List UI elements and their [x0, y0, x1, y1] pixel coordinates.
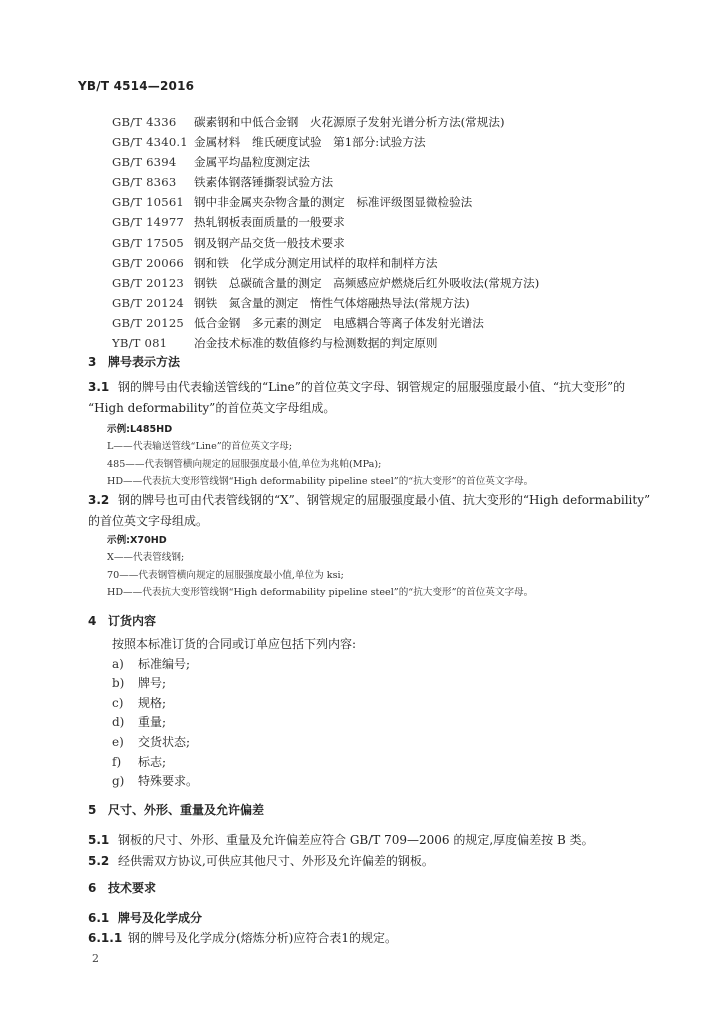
clause-number: 6.1.1	[88, 931, 123, 945]
order-item	[112, 772, 672, 792]
reference-title: 钢和铁 化学成分测定用试样的取样和制样方法	[194, 255, 438, 270]
example-key: 485——	[107, 458, 145, 470]
clause-3-2-line-1	[88, 490, 688, 511]
section-title: 牌号表示方法	[108, 355, 181, 369]
order-item-text: 交货状态;	[138, 734, 191, 749]
order-item	[112, 733, 672, 753]
order-item-text: 特殊要求。	[138, 774, 199, 789]
example-value: 代表抗大变形管线钢“High deformability pipeline steel”的“抗大变形”的首位英文字母。	[142, 476, 534, 487]
example-key: HD——	[107, 587, 143, 598]
reference-code: GB/T 10561	[112, 195, 184, 210]
order-item-marker: e)	[112, 734, 124, 749]
reference-item	[112, 333, 672, 353]
reference-code: GB/T 17505	[112, 235, 184, 250]
reference-title: 钢铁 氮含量的测定 惰性气体熔融热导法(常规方法)	[194, 295, 470, 310]
reference-title: 钢及钢产品交货一般技术要求	[194, 235, 345, 250]
clause-text: 钢板的尺寸、外形、重量及允许偏差应符合 GB/T 709—2006 的规定,厚度偏差按 B 类。	[118, 833, 594, 847]
section-title: 订货内容	[108, 614, 157, 628]
subsection-number: 6.1	[88, 911, 110, 925]
reference-code: GB/T 8363	[112, 175, 177, 190]
reference-code: GB/T 4336	[112, 115, 177, 129]
section-6	[88, 878, 688, 898]
clause-number: 5.1	[88, 833, 110, 847]
clause-text: 经供需双方协议,可供应其他尺寸、外形及允许偏差的钢板。	[118, 854, 434, 868]
reference-item	[112, 313, 672, 333]
example-line	[107, 567, 687, 585]
example-2-title: 示例:X70HD	[107, 535, 167, 546]
section-title: 技术要求	[108, 881, 157, 895]
clause-5-1	[88, 830, 688, 851]
reference-code: GB/T 4340.1	[112, 135, 188, 150]
example-key: X——	[107, 552, 134, 563]
order-item-text: 规格;	[138, 695, 167, 710]
section-5-heading	[88, 800, 688, 820]
reference-title: 碳素钢和中低合金钢 火花源原子发射光谱分析方法(常规法)	[194, 115, 505, 129]
order-item-marker: g)	[112, 774, 125, 789]
reference-code: GB/T 20123	[112, 275, 184, 290]
clause-text: 钢的牌号及化学成分(熔炼分析)应符合表1的规定。	[128, 931, 397, 945]
clause-5-2	[88, 851, 688, 872]
reference-code: YB/T 081	[112, 336, 168, 351]
order-intro: 按照本标准订货的合同或订单应包括下列内容:	[112, 637, 357, 651]
example-line	[107, 473, 687, 491]
example-value: 代表抗大变形管线钢“High deformability pipeline steel”的“抗大变形”的首位英文字母。	[142, 587, 534, 598]
example-key: HD——	[107, 476, 143, 487]
section-4-heading	[88, 611, 688, 631]
clause-text: 钢的牌号也可由代表管线钢的“X”、钢管规定的屈服强度最小值、抗大变形的“High deformability”	[118, 493, 651, 507]
section-5	[88, 800, 688, 820]
order-item-text: 标准编号;	[138, 656, 191, 671]
reference-title: 钢中非金属夹杂物含量的测定 标准评级图显微检验法	[194, 195, 473, 210]
example-value: 代表钢管横向规定的屈服强度最小值,单位为 ksi;	[138, 569, 344, 581]
order-item-marker: a)	[112, 656, 124, 671]
clause-text: 钢的牌号由代表输送管线的“Line”的首位英文字母、钢管规定的屈服强度最小值、“抗大变形”的	[118, 380, 626, 394]
reference-title: 低合金钢 多元素的测定 电感耦合等离子体发射光谱法	[194, 315, 484, 330]
section-3	[88, 352, 688, 372]
reference-item	[112, 212, 672, 232]
reference-item	[112, 152, 672, 172]
clause-3-1-line-1	[88, 377, 688, 398]
normative-references-list	[112, 112, 672, 353]
reference-code: GB/T 20066	[112, 255, 184, 270]
clause-number: 5.2	[88, 854, 110, 868]
section-4	[88, 611, 688, 631]
page-number: 2	[92, 952, 99, 965]
reference-title: 冶金技术标准的数值修约与检测数据的判定原则	[194, 336, 438, 351]
example-1-title: 示例:L485HD	[107, 424, 173, 435]
example-1	[107, 421, 687, 491]
example-line	[107, 584, 687, 602]
order-item-text: 牌号;	[138, 676, 167, 691]
clause-number: 3.2	[88, 493, 110, 507]
standard-number-header: YB/T 4514—2016	[78, 79, 195, 93]
clause-number: 3.1	[88, 380, 110, 394]
reference-title: 热轧钢板表面质量的一般要求	[194, 215, 345, 230]
example-2-lines	[107, 549, 687, 602]
reference-item	[112, 172, 672, 192]
reference-item	[112, 253, 672, 273]
order-item-list	[112, 655, 672, 792]
example-value: 代表管线钢;	[133, 552, 185, 563]
reference-code: GB/T 20125	[112, 315, 184, 330]
reference-title: 钢铁 总碳硫含量的测定 高频感应炉燃烧后红外吸收法(常规方法)	[194, 275, 540, 290]
clause-6-1	[88, 908, 688, 949]
order-item	[112, 694, 672, 714]
reference-item	[112, 112, 672, 132]
example-value: 代表钢管横向规定的屈服强度最小值,单位为兆帕(MPa);	[144, 458, 382, 470]
reference-title: 铁素体钢落锤撕裂试验方法	[194, 175, 334, 190]
section-3-heading	[88, 352, 688, 372]
order-item-text: 重量;	[138, 715, 167, 730]
reference-code: GB/T 20124	[112, 295, 184, 310]
reference-title: 金属材料 维氏硬度试验 第1部分:试验方法	[194, 135, 426, 150]
reference-item	[112, 273, 672, 293]
reference-item	[112, 293, 672, 313]
clause-3-1	[88, 377, 688, 419]
example-value: 代表输送管线“Line”的首位英文字母;	[133, 441, 293, 452]
order-item	[112, 753, 672, 773]
order-item	[112, 713, 672, 733]
clause-5	[88, 830, 688, 872]
section-6-heading	[88, 878, 688, 898]
example-line	[107, 456, 687, 474]
example-2	[107, 532, 687, 602]
order-item-marker: b)	[112, 676, 125, 691]
reference-item	[112, 233, 672, 253]
section-number: 4	[88, 614, 97, 628]
example-line	[107, 438, 687, 456]
clause-3-2	[88, 490, 688, 532]
reference-code: GB/T 6394	[112, 155, 177, 170]
order-item-text: 标志;	[138, 754, 167, 769]
order-item-marker: f)	[112, 754, 122, 769]
order-items	[112, 635, 672, 792]
order-item	[112, 674, 672, 694]
clause-3-2-line-2: 的首位英文字母组成。	[88, 514, 209, 528]
section-number: 5	[88, 803, 97, 817]
section-number: 3	[88, 355, 97, 369]
section-number: 6	[88, 881, 97, 895]
subsection-6-1-heading	[88, 908, 688, 928]
clause-6-1-1	[88, 928, 688, 949]
order-item	[112, 655, 672, 675]
order-item-marker: d)	[112, 715, 125, 730]
reference-item	[112, 192, 672, 212]
reference-item	[112, 132, 672, 152]
example-1-lines	[107, 438, 687, 491]
clause-3-1-line-2: “High deformability”的首位英文字母组成。	[88, 401, 336, 415]
reference-title: 金属平均晶粒度测定法	[194, 155, 310, 170]
section-title: 尺寸、外形、重量及允许偏差	[108, 803, 265, 817]
subsection-title: 牌号及化学成分	[118, 911, 203, 925]
example-key: 70——	[107, 569, 139, 581]
example-key: L——	[107, 441, 133, 452]
order-item-marker: c)	[112, 695, 124, 710]
example-line	[107, 549, 687, 567]
reference-code: GB/T 14977	[112, 215, 184, 230]
